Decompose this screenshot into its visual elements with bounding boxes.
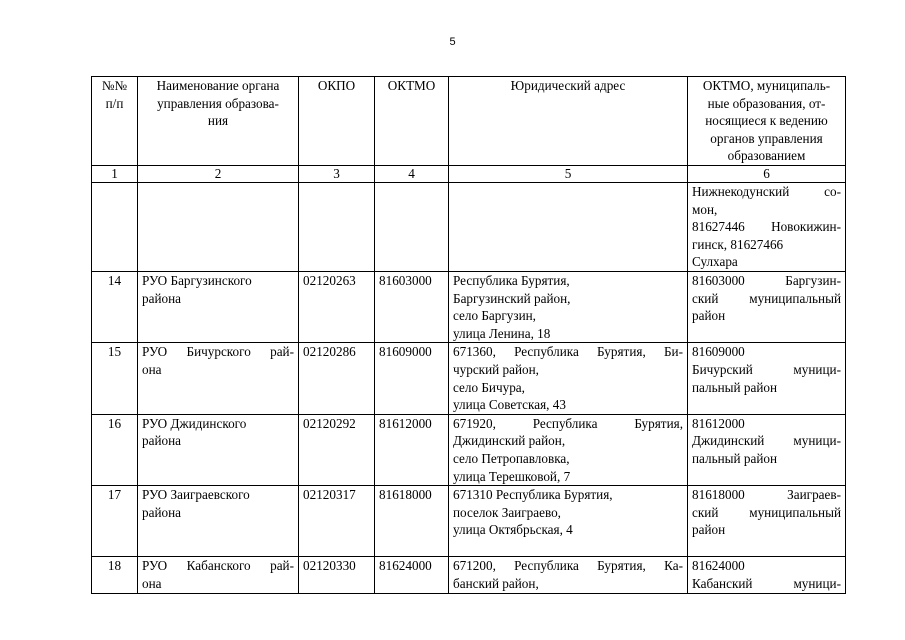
column-number: 6 [688,165,846,182]
column-number: 4 [375,165,449,182]
municipal-formations-line: 81627446 Новокижин- [692,219,841,235]
column-number: 2 [138,165,299,182]
municipal-formations-line: 81618000 Заиграев- [692,487,841,503]
row-number: 16 [92,414,138,485]
legal-address-line: чурский район, [453,361,539,377]
page-number: 5 [449,36,456,48]
organization-name-line: РУО Бичурского рай- [142,344,294,360]
legal-address-line: 671310 Республика Бурятия, [453,487,613,503]
municipal-formations-line: Бичурский муници- [692,361,841,377]
organization-name-line: она [142,575,162,591]
okpo-code: 02120330 [299,557,375,594]
municipal-formations [688,182,846,271]
municipal-formations-line: район [692,522,726,538]
header-municipal-line: ные образования, от- [707,95,826,111]
municipal-formations-line: пальный район [692,450,778,466]
header-address: Юридический адрес [449,77,688,166]
legal-address [449,486,688,557]
header-municipal [688,77,846,166]
oktmo-code: 81609000 [375,343,449,414]
municipal-formations [688,414,846,485]
okpo-code: 02120263 [299,271,375,342]
municipal-formations-line: 81624000 [692,558,745,574]
municipal-formations-line: мон, [692,201,718,217]
header-oktmo: ОКТМО [375,77,449,166]
organization-name-line: района [142,504,182,520]
organization-name-line: района [142,433,182,449]
column-number: 3 [299,165,375,182]
row-number [92,182,138,271]
header-name-line: управления образова- [157,95,279,111]
header-name-line: Наименование органа [156,78,280,93]
municipal-formations-line: 81609000 [692,344,745,360]
municipal-formations-line: 81603000 Баргузин- [692,272,841,288]
municipal-formations-line: пальный район [692,379,778,395]
municipal-formations-line: Джидинский муници- [692,433,841,449]
legal-address [449,271,688,342]
municipal-formations-line: Сулхара [692,254,738,270]
table-row [92,486,846,557]
table-row [92,414,846,485]
header-municipal-line: органов управления [710,130,823,146]
oktmo-code: 81603000 [375,271,449,342]
header-municipal-line: ОКТМО, муниципаль- [702,78,831,93]
municipal-formations [688,486,846,557]
legal-address-line: улица Октябрьская, 4 [453,522,573,538]
municipal-formations [688,343,846,414]
header-municipal-line: носящиеся к ведению [705,113,828,129]
header-name-line: ния [207,113,229,129]
legal-address [449,182,688,271]
municipal-formations-line: район [692,308,726,324]
legal-address [449,557,688,594]
row-number: 18 [92,557,138,594]
table-row [92,271,846,342]
okpo-code [299,182,375,271]
legal-address-line: село Бичура, [453,379,525,395]
table-row [92,343,846,414]
oktmo-code: 81612000 [375,414,449,485]
header-number [92,77,138,166]
organization-name-line: РУО Джидинского [142,415,247,431]
organization-name [138,557,299,594]
oktmo-code: 81624000 [375,557,449,594]
okpo-code: 02120286 [299,343,375,414]
header-name [138,77,299,166]
organization-name-line: РУО Кабанского рай- [142,558,294,574]
okpo-code: 02120317 [299,486,375,557]
oktmo-code: 81618000 [375,486,449,557]
legal-address-line: Баргузинский район, [453,290,571,306]
header-municipal-line: образованием [727,148,806,164]
legal-address [449,414,688,485]
legal-address-line: Джидинский район, [453,433,566,449]
organization-name-line: района [142,290,182,306]
legal-address-line: банский район, [453,575,539,591]
municipal-formations [688,557,846,594]
legal-address-line: поселок Заиграево, [453,504,561,520]
municipal-formations-line: ский муниципальный [692,290,841,306]
organizations-table [91,76,846,594]
organization-name [138,486,299,557]
legal-address-line: Республика Бурятия, [453,272,570,288]
table-row [92,557,846,594]
municipal-formations-line: Нижнекодунский со- [692,183,841,199]
legal-address-line: 671920, Республика Бурятия, [453,415,683,431]
municipal-formations-line: 81612000 [692,415,745,431]
organization-name-line: РУО Заиграевского [142,487,250,503]
table-header-row [92,77,846,166]
row-number: 17 [92,486,138,557]
row-number: 14 [92,271,138,342]
okpo-code: 02120292 [299,414,375,485]
organization-name [138,414,299,485]
organization-name [138,271,299,342]
column-number: 5 [449,165,688,182]
table-row [92,182,846,271]
legal-address [449,343,688,414]
legal-address-line: село Баргузин, [453,308,536,324]
row-number: 15 [92,343,138,414]
organization-name [138,343,299,414]
organization-name-line: РУО Баргузинского [142,272,252,288]
municipal-formations [688,271,846,342]
organization-name [138,182,299,271]
organization-name-line: она [142,361,162,377]
legal-address-line: улица Терешковой, 7 [453,468,571,484]
legal-address-line: 671200, Республика Бурятия, Ка- [453,558,683,574]
municipal-formations-line: ский муниципальный [692,504,841,520]
municipal-formations-line: гинск, 81627466 [692,236,784,252]
header-number-line: п/п [105,95,124,111]
column-number: 1 [92,165,138,182]
column-numbers-row [92,165,846,182]
header-okpo: ОКПО [299,77,375,166]
header-number-line: №№ [101,78,128,93]
municipal-formations-line: Кабанский муници- [692,575,841,591]
legal-address-line: село Петропавловка, [453,450,570,466]
legal-address-line: улица Ленина, 18 [453,325,551,341]
oktmo-code [375,182,449,271]
legal-address-line: 671360, Республика Бурятия, Би- [453,344,683,360]
legal-address-line: улица Советская, 43 [453,397,566,413]
